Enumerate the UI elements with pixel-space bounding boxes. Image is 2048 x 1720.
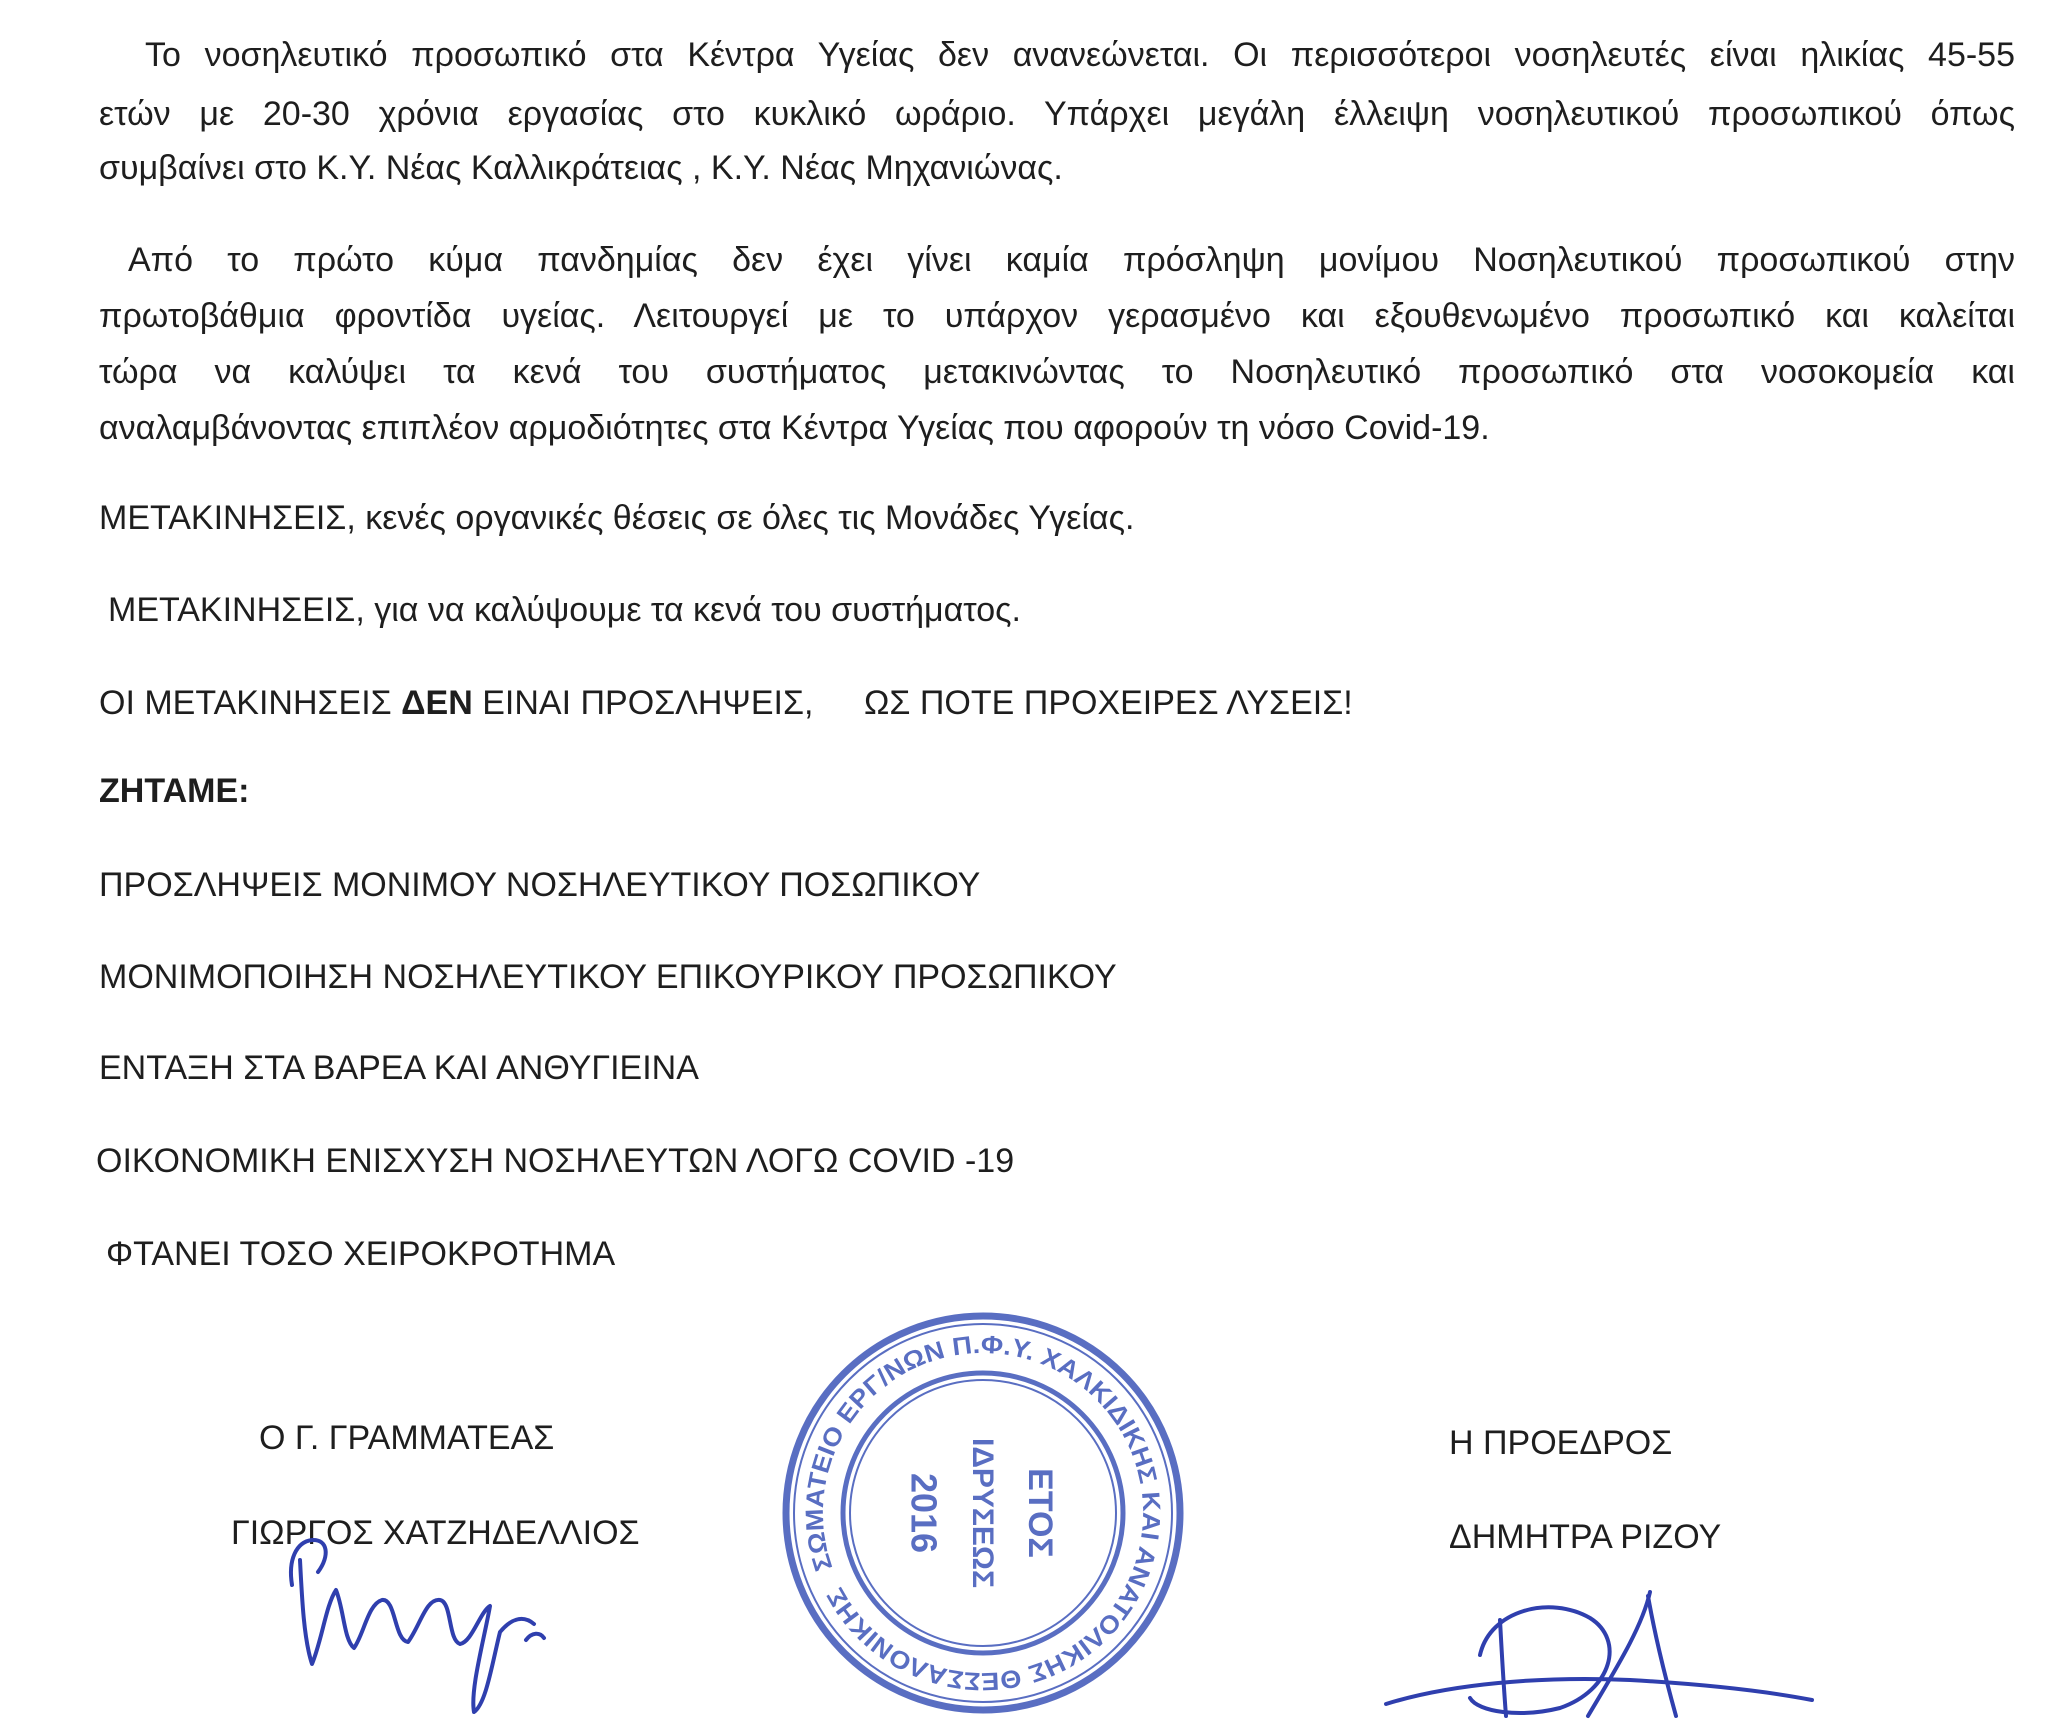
paragraph-1-line-3: συμβαίνει στο Κ.Υ. Νέας Καλλικράτειας , Κ.Υ. Νέας Μηχανιώνας. (99, 149, 1063, 187)
president-title: Η ΠΡΟΕΔΡΟΣ (1449, 1424, 1673, 1462)
not-hires-statement (99, 683, 813, 723)
paragraph-2-line-1: Από το πρώτο κύμα πανδημίας δεν έχει γίνει καμία πρόσληψη μονίμου Νοσηλευτικού προσωπικού στην (128, 241, 2015, 279)
secretary-title: Ο Γ. ΓΡΑΜΜΑΤΕΑΣ (259, 1419, 555, 1457)
demand-item: ΕΝΤΑΞΗ ΣΤΑ ΒΑΡΕΑ ΚΑΙ ΑΝΘΥΓΙΕΙΝΑ (99, 1049, 699, 1087)
stamp-inner-ring (843, 1373, 1123, 1653)
secretary-name: ΓΙΩΡΓΟΣ ΧΑΤΖΗΔΕΛΛΙΟΣ (231, 1514, 640, 1552)
demand-item: ΟΙΚΟΝΟΜΙΚΗ ΕΝΙΣΧΥΣΗ ΝΟΣΗΛΕΥΤΩΝ ΛΟΓΩ COVID -19 (96, 1142, 1015, 1180)
stamp-ring-text-path: ΣΩΜΑΤΕΙΟ ΕΡΓ/ΝΩΝ Π.Φ.Υ. ΧΑΛΚΙΔΙΚΗΣ ΚΑΙ ΑΝΑΤΟΛΙΚΗΣ ΘΕΣΣΑΛΟΝΙΚΗΣ (800, 1330, 1166, 1696)
demands-heading: ΖΗΤΑΜΕ: (99, 772, 250, 810)
president-name: ΔΗΜΗΤΡΑ ΡΙΖΟΥ (1449, 1518, 1722, 1556)
stamp-inner-inner-ring (850, 1380, 1116, 1646)
signature-president (1386, 1592, 1812, 1716)
paragraph-1-line-1: Το νοσηλευτικό προσωπικό στα Κέντρα Υγείας δεν ανανεώνεται. Οι περισσότεροι νοσηλευτές είναι ηλικίας 45-55 (145, 36, 2015, 74)
stamp-founding-year: 2016 (903, 1472, 945, 1554)
transfers-statement-1: ΜΕΤΑΚΙΝΗΣΕΙΣ, κενές οργανικές θέσεις σε όλες τις Μονάδες Υγείας. (99, 499, 1135, 537)
stamp (749, 1279, 1216, 1720)
demand-item: ΠΡΟΣΛΗΨΕΙΣ ΜΟΝΙΜΟΥ ΝΟΣΗΛΕΥΤΙΚΟΥ ΠΟΣΩΠΙΚΟΥ (99, 866, 981, 904)
paragraph-2-line-4: αναλαμβάνοντας επιπλέον αρμοδιότητες στα Κέντρα Υγείας που αφορούν τη νόσο Covid-19. (99, 409, 1490, 447)
paragraph-2-line-3: τώρα να καλύψει τα κενά του συστήματος μετακινώντας το Νοσηλευτικό προσωπικό στα νοσοκομεία και (99, 353, 2015, 391)
not-hires-text-after: ΕΙΝΑΙ ΠΡΟΣΛΗΨΕΙΣ, (472, 684, 814, 722)
signature-secretary (291, 1540, 544, 1712)
stamp-founding-label: ΙΔΡΥΣΕΩΣ (966, 1438, 1000, 1588)
stamp-outer-inner-ring (794, 1324, 1172, 1702)
stamp-year-label: ΕΤΟΣ (1021, 1468, 1060, 1558)
closing-statement: ΦΤΑΝΕΙ ΤΟΣΟ ΧΕΙΡΟΚΡΟΤΗΜΑ (106, 1235, 616, 1273)
demand-item: ΜΟΝΙΜΟΠΟΙΗΣΗ ΝΟΣΗΛΕΥΤΙΚΟΥ ΕΠΙΚΟΥΡΙΚΟΥ ΠΡΟΣΩΠΙΚΟΥ (99, 958, 1117, 996)
stamp-ring-text (749, 1279, 1216, 1720)
not-emphasis: ΔΕΝ (401, 684, 473, 722)
makeshift-solutions-statement: ΩΣ ΠΟΤΕ ΠΡΟΧΕΙΡΕΣ ΛΥΣΕΙΣ! (864, 684, 1353, 722)
stamp-outer-ring (786, 1316, 1180, 1710)
paragraph-2-line-2: πρωτοβάθμια φροντίδα υγείας. Λειτουργεί με το υπάρχον γερασμένο και εξουθενωμένο προσωπικό και καλείται (99, 297, 2015, 335)
paragraph-1-line-2: ετών με 20-30 χρόνια εργασίας στο κυκλικό ωράριο. Υπάρχει μεγάλη έλλειψη νοσηλευτικού προσωπικού όπως (99, 95, 2015, 133)
not-hires-text-before: ΟΙ ΜΕΤΑΚΙΝΗΣΕΙΣ (99, 684, 402, 722)
transfers-statement-2: ΜΕΤΑΚΙΝΗΣΕΙΣ, για να καλύψουμε τα κενά του συστήματος. (108, 591, 1021, 629)
